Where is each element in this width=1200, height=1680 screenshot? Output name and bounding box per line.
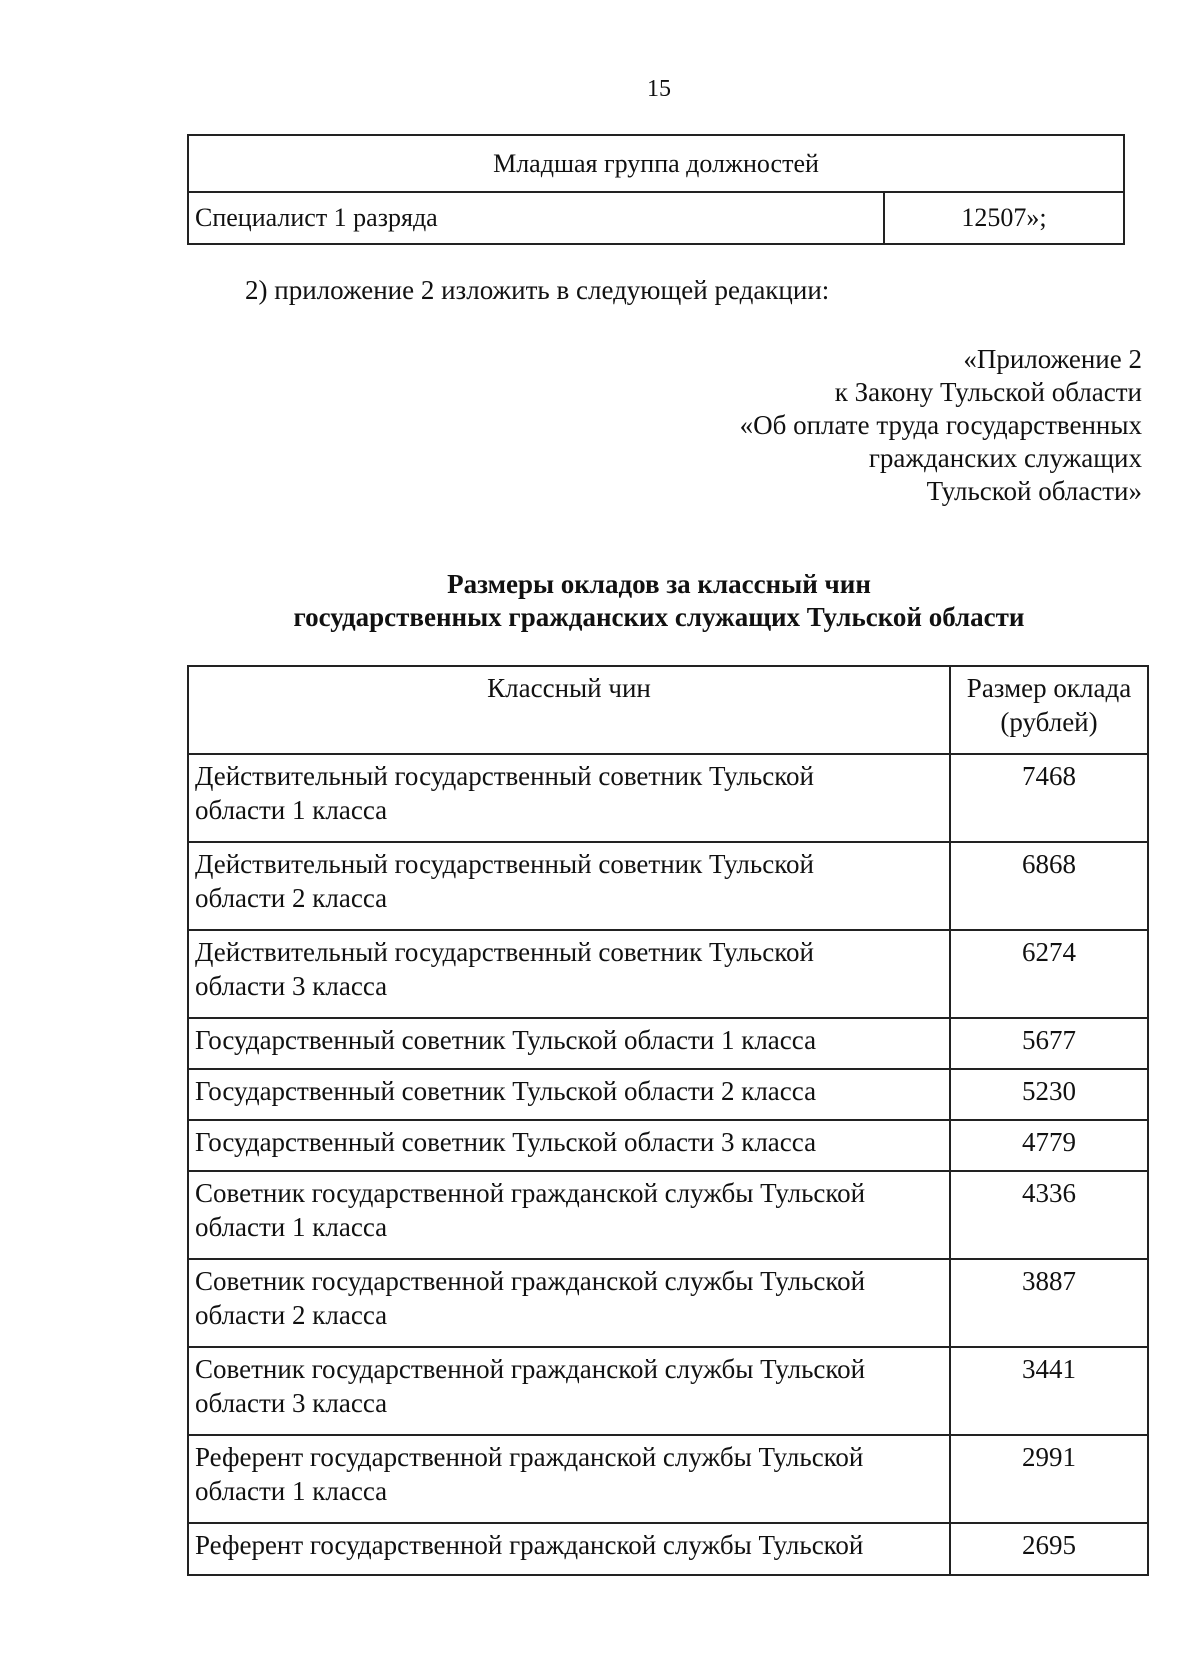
rank-line-2: области 1 класса (195, 795, 388, 825)
table-row (188, 1347, 1148, 1435)
rank-line-1: Действительный государственный советник Тульской (195, 937, 814, 967)
appendix-line: к Закону Тульской области (834, 377, 1142, 407)
rank-cell (188, 754, 950, 842)
table-row (188, 1259, 1148, 1347)
salary-cell: 3887 (950, 1259, 1148, 1347)
header-row (188, 666, 1148, 754)
rank-cell: Государственный советник Тульской области 3 класса (188, 1120, 950, 1171)
rank-line-1: Действительный государственный советник Тульской (195, 761, 814, 791)
table-row (188, 1523, 1148, 1575)
rank-cell (188, 842, 950, 930)
rank-line-2: области 3 класса (195, 971, 388, 1001)
salary-cell: 5230 (950, 1069, 1148, 1120)
salary-cell: 12507»; (884, 192, 1124, 244)
table-row (188, 930, 1148, 1018)
rank-line-2: области 2 класса (195, 883, 388, 913)
salary-cell: 2991 (950, 1435, 1148, 1523)
rank-line-2: области 1 класса (195, 1476, 388, 1506)
group-header-row (188, 135, 1124, 192)
rank-cell (188, 1259, 950, 1347)
rank-line-1: Референт государственной гражданской службы Тульской (195, 1442, 864, 1472)
rank-cell: Государственный советник Тульской области 2 класса (188, 1069, 950, 1120)
rank-line-2: области 3 класса (195, 1388, 388, 1418)
table-row (188, 1120, 1148, 1171)
table-row (188, 192, 1124, 244)
page-number: 15 (647, 76, 671, 102)
salary-cell: 5677 (950, 1018, 1148, 1069)
rank-line-2: области 2 класса (195, 1300, 388, 1330)
rank-line-1: Советник государственной гражданской службы Тульской (195, 1178, 866, 1208)
header-salary-line-2: (рублей) (1000, 707, 1098, 737)
rank-line-1: Советник государственной гражданской службы Тульской (195, 1266, 866, 1296)
rank-cell (188, 1171, 950, 1259)
title-line-1: Размеры окладов за классный чин (447, 569, 871, 599)
table-row (188, 1018, 1148, 1069)
previous-table (187, 134, 1125, 245)
appendix-line: Тульской области» (926, 476, 1142, 506)
rank-line-2: области 1 класса (195, 1212, 388, 1242)
rank-line-1: Действительный государственный советник Тульской (195, 849, 814, 879)
table-row (188, 754, 1148, 842)
salary-cell: 6274 (950, 930, 1148, 1018)
table-row (188, 1171, 1148, 1259)
title-line-2: государственных гражданских служащих Тульской области (293, 602, 1025, 632)
header-salary-line-1: Размер оклада (966, 673, 1132, 703)
position-cell: Специалист 1 разряда (188, 192, 884, 244)
salary-cell: 4779 (950, 1120, 1148, 1171)
salary-cell: 7468 (950, 754, 1148, 842)
table-row (188, 1069, 1148, 1120)
salary-cell: 3441 (950, 1347, 1148, 1435)
document-title (0, 568, 1200, 634)
appendix-line: «Приложение 2 (963, 344, 1142, 374)
group-header: Младшая группа должностей (188, 135, 1124, 192)
rank-cell: Референт государственной гражданской службы Тульской (188, 1523, 950, 1575)
amendment-item-2: 2) приложение 2 изложить в следующей редакции: (245, 275, 830, 305)
rank-cell (188, 930, 950, 1018)
rank-cell: Государственный советник Тульской области 1 класса (188, 1018, 950, 1069)
salary-cell: 6868 (950, 842, 1148, 930)
table-row (188, 1435, 1148, 1523)
salary-cell: 4336 (950, 1171, 1148, 1259)
appendix-reference (622, 343, 1142, 508)
header-salary (950, 666, 1148, 754)
table-row (188, 842, 1148, 930)
salary-cell: 2695 (950, 1523, 1148, 1575)
salary-table (187, 665, 1149, 1576)
header-rank: Классный чин (188, 666, 950, 754)
rank-line-1: Советник государственной гражданской службы Тульской (195, 1354, 866, 1384)
appendix-line: «Об оплате труда государственных (739, 410, 1142, 440)
rank-cell (188, 1435, 950, 1523)
appendix-line: гражданских служащих (868, 443, 1142, 473)
rank-cell (188, 1347, 950, 1435)
